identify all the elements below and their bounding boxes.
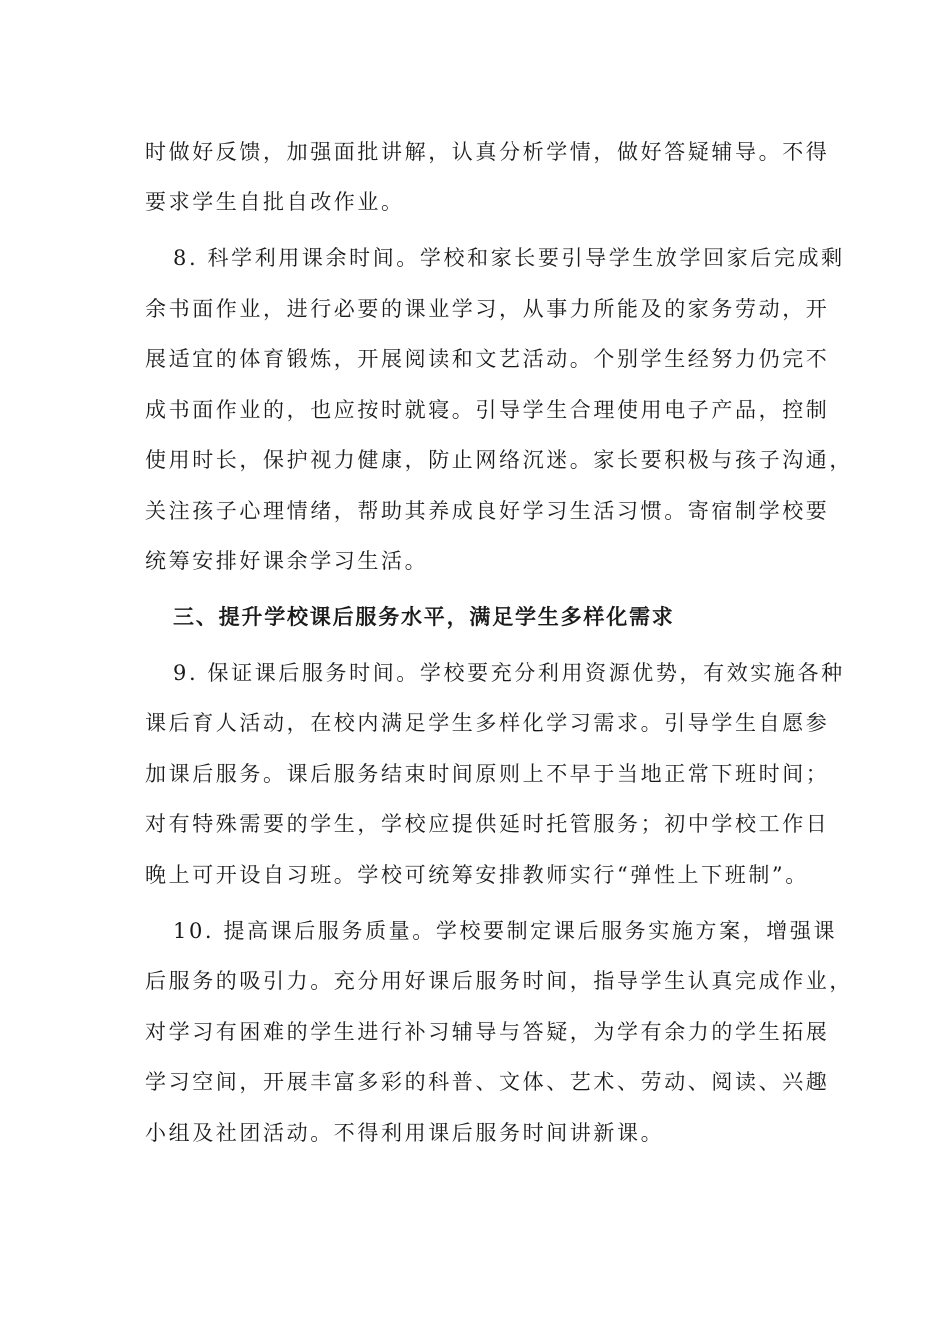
paragraph-line: 关注孩子心理情绪，帮助其养成良好学习生活习惯。寄宿制学校要 [145,499,830,523]
paragraph-line: 后服务的吸引力。充分用好课后服务时间，指导学生认真完成作业， [145,969,853,993]
paragraph-line: 小组及社团活动。不得利用课后服务时间讲新课。 [145,1121,665,1145]
paragraph-line: 对学习有困难的学生进行补习辅导与答疑，为学有余力的学生拓展 [145,1020,830,1044]
paragraph-line: 学习空间，开展丰富多彩的科普、文体、艺术、劳动、阅读、兴趣 [145,1070,830,1094]
paragraph-line: 统筹安排好课余学习生活。 [145,549,429,573]
paragraph-line: 时做好反馈，加强面批讲解，认真分析学情，做好答疑辅导。不得 [145,140,830,164]
paragraph-line: 展适宜的体育锻炼，开展阅读和文艺活动。个别学生经努力仍完不 [145,347,830,371]
paragraph-line: 课后育人活动，在校内满足学生多样化学习需求。引导学生自愿参 [145,711,830,735]
paragraph-line: 加课后服务。课后服务结束时间原则上不早于当地正常下班时间； [145,762,830,786]
paragraph-line: 9. 保证课后服务时间。学校要充分利用资源优势，有效实施各种 [173,661,845,685]
paragraph-line: 晚上可开设自习班。学校可统筹安排教师实行“弹性上下班制”。 [145,863,809,887]
paragraph-line: 要求学生自批自改作业。 [145,190,405,214]
paragraph-line: 使用时长，保护视力健康，防止网络沉迷。家长要积极与孩子沟通， [145,448,853,472]
paragraph-line: 8. 科学利用课余时间。学校和家长要引导学生放学回家后完成剩 [173,246,845,270]
paragraph-line: 成书面作业的，也应按时就寝。引导学生合理使用电子产品，控制 [145,398,830,422]
section-heading: 三、提升学校课后服务水平，满足学生多样化需求 [173,605,675,629]
paragraph-line: 对有特殊需要的学生，学校应提供延时托管服务；初中学校工作日 [145,812,830,836]
paragraph-line: 10. 提高课后服务质量。学校要制定课后服务实施方案，增强课 [173,919,838,943]
paragraph-line: 余书面作业，进行必要的课业学习，从事力所能及的家务劳动，开 [145,297,830,321]
